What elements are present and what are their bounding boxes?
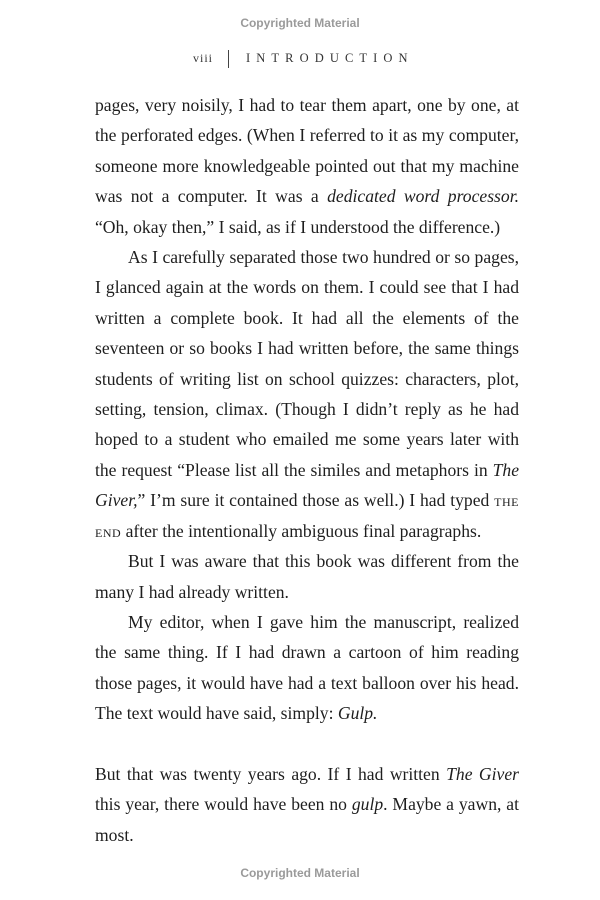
book-title: The Giver, [95, 459, 519, 511]
italic-phrase: dedicated word processor. [327, 186, 519, 207]
page-number: viii [193, 51, 214, 65]
section-title: INTRODUCTION [246, 51, 414, 65]
paragraph: But I was aware that this book was different from the many I had already written. [95, 551, 519, 602]
paragraph: But that was twenty years ago. If I had written The Giver this year, there would have been no gulp. Maybe a yawn, at most. [95, 763, 519, 845]
italic-word: Gulp. [337, 703, 378, 724]
body-text [95, 90, 519, 850]
copyright-watermark-top: Copyrighted Material [240, 16, 360, 30]
small-caps-phrase: the end [95, 490, 519, 541]
book-title: The Giver [446, 763, 519, 784]
running-head [0, 50, 600, 70]
paragraph: As I carefully separated those two hundred or so pages, I glanced again at the words on them. I could see that I had written a complete book. It had all the elements of the seventeen or so books I had written before, the same things students of writing list on school quizzes: characters, plot, setting, tension, climax. (Though I didn’t reply as he had hoped to a student who emailed me some years later with the request “Please list all the similes and metaphors in The Giver,” I’m sure it contained those as well.) I had typed the end after the intentionally ambiguous final paragraphs. [95, 247, 519, 541]
paragraph: pages, very noisily, I had to tear them apart, one by one, at the perforated edges. (When I referred to it as my computer, someone more knowledgeable pointed out that my machine was not a computer. It was a dedicated word processor. “Oh, okay then,” I said, as if I understood the difference.) [95, 95, 519, 237]
copyright-watermark-bottom: Copyrighted Material [240, 866, 360, 880]
header-divider [228, 50, 229, 68]
italic-word: gulp [351, 794, 384, 815]
paragraph: My editor, when I gave him the manuscript, realized the same thing. If I had drawn a cartoon of him reading those pages, it would have had a text balloon over his head. The text would have said, simply: Gulp. [95, 611, 519, 724]
